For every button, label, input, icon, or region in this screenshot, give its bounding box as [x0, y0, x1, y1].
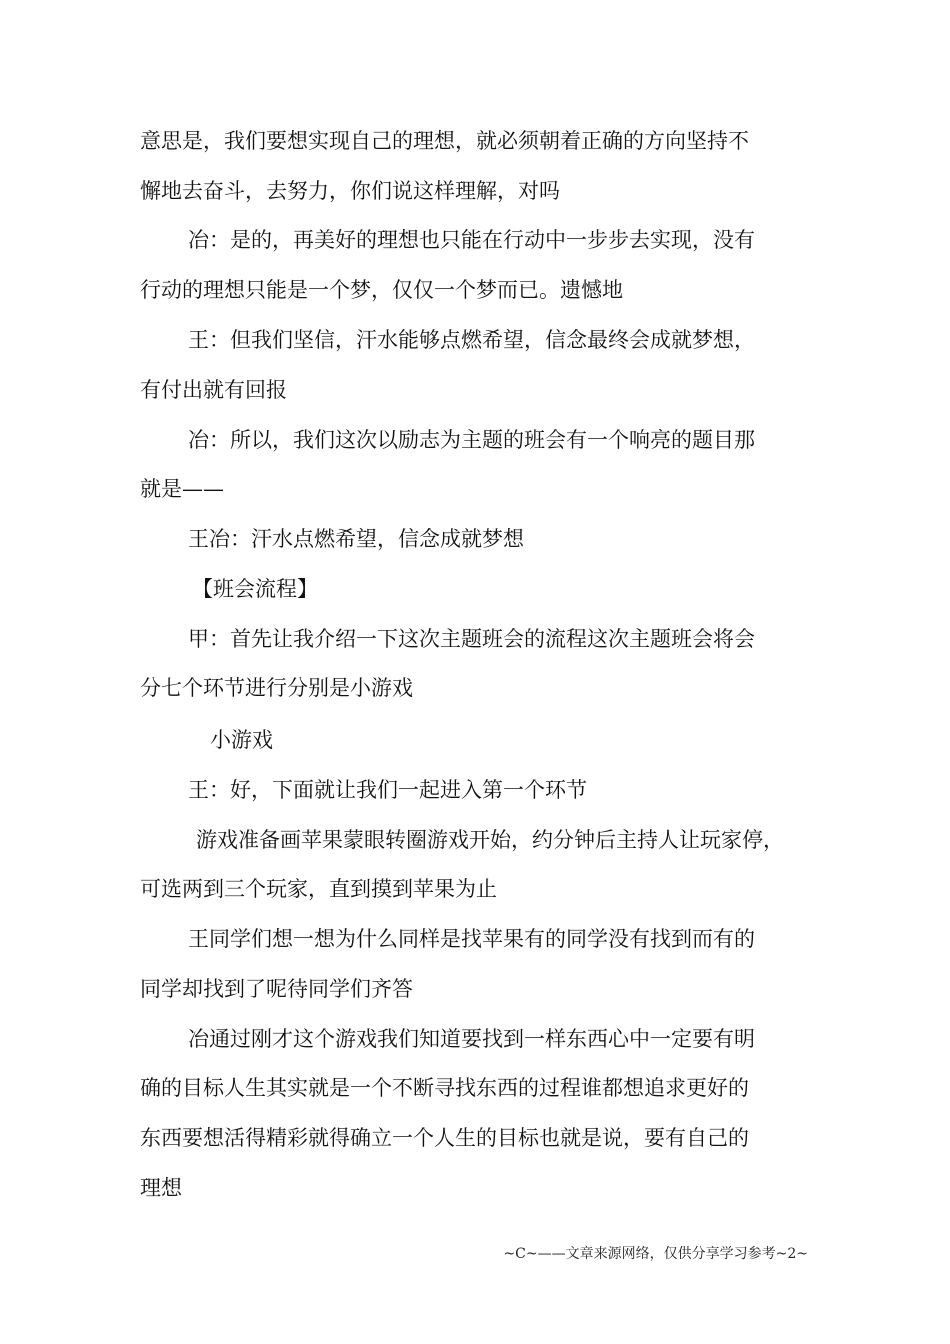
text-line-18: 同学却找到了呢待同学们齐答: [140, 977, 413, 1001]
text-line-8: 就是——: [140, 477, 224, 501]
text-line-6: 有付出就有回报: [140, 378, 287, 402]
text-line-11: 甲：首先让我介绍一下这次主题班会的流程这次主题班会将会: [188, 627, 755, 651]
text-line-16: 可选两到三个玩家，直到摸到苹果为止: [140, 877, 497, 901]
text-line-19: 冶通过刚才这个游戏我们知道要找到一样东西心中一定要有明: [188, 1027, 755, 1051]
text-line-15: 游戏准备画苹果蒙眼转圈游戏开始，约分钟后主持人让玩家停，: [196, 828, 784, 852]
text-line-3: 冶：是的，再美好的理想也只能在行动中一步步去实现，没有: [188, 228, 755, 252]
section-heading: 【班会流程】: [192, 577, 318, 601]
text-line-5: 王：但我们坚信，汗水能够点燃希望，信念最终会成就梦想，: [188, 328, 755, 352]
text-line-14: 王：好，下面就让我们一起进入第一个环节: [188, 778, 587, 802]
text-line-12: 分七个环节进行分别是小游戏: [140, 676, 413, 700]
text-line-17: 王同学们想一想为什么同样是找苹果有的同学没有找到而有的: [188, 927, 755, 951]
text-line-13: 小游戏: [210, 728, 273, 752]
text-line-22: 理想: [140, 1176, 182, 1200]
text-line-9: 王冶：汗水点燃希望，信念成就梦想: [188, 527, 524, 551]
text-line-1: 意思是，我们要想实现自己的理想，就必须朝着正确的方向坚持不: [140, 129, 749, 153]
text-line-20: 确的目标人生其实就是一个不断寻找东西的过程谁都想追求更好的: [140, 1076, 749, 1100]
text-line-7: 冶：所以，我们这次以励志为主题的班会有一个响亮的题目那: [188, 428, 755, 452]
text-line-21: 东西要想活得精彩就得确立一个人生的目标也就是说，要有自己的: [140, 1126, 749, 1150]
page-footer: ~C~——文章来源网络，仅供分享学习参考~2~: [503, 1246, 808, 1262]
text-line-2: 懈地去奋斗，去努力，你们说这样理解，对吗: [140, 179, 560, 203]
text-line-4: 行动的理想只能是一个梦，仅仅一个梦而已。遗憾地: [140, 278, 623, 302]
